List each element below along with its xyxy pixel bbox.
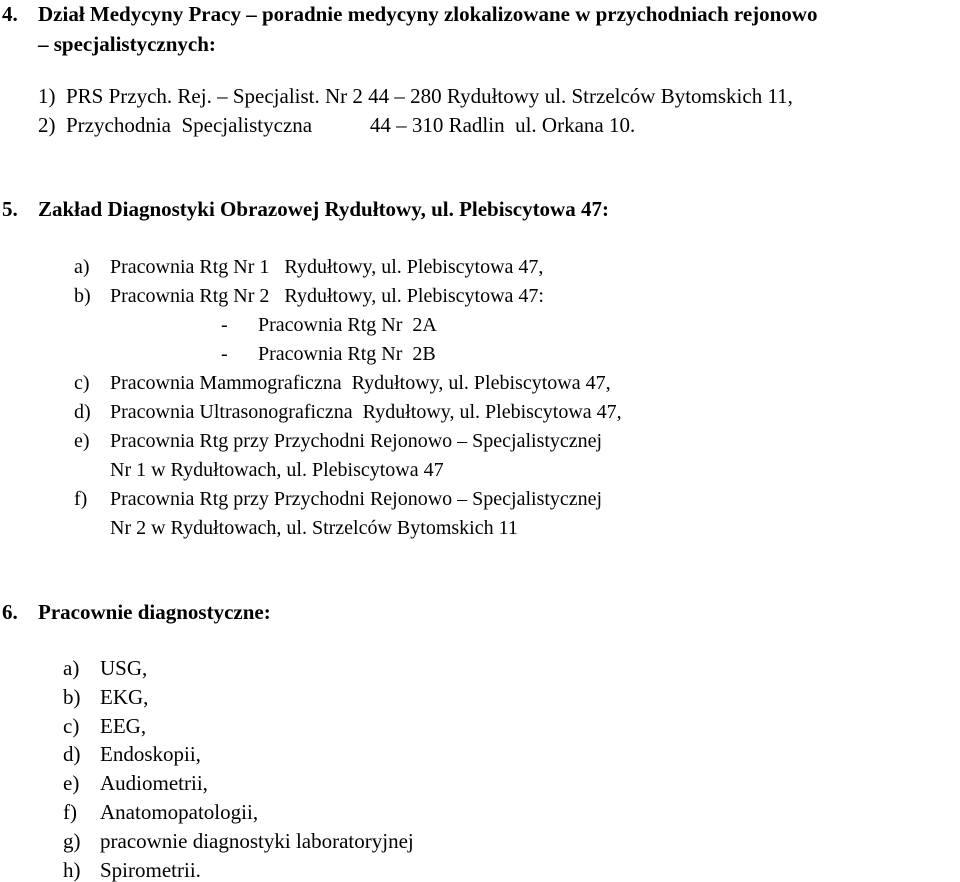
section5-item-c-marker: c) [74,372,90,394]
section5-item-e: Pracownia Rtg przy Przychodni Rejonowo – Specjalistycznej [110,430,603,452]
section6-item-b: EKG, [100,685,149,709]
section6-item-g-marker: g) [63,829,81,853]
section4-item-2-marker: 2) [38,113,56,137]
section5-item-f-marker: f) [74,488,88,510]
section5-item-b-sub-2: Pracownia Rtg Nr 2B [258,343,436,365]
section4-item-2: Przychodnia Specjalistyczna 44 – 310 Radlin ul. Orkana 10. [66,113,636,137]
section5-item-e-marker: e) [74,430,90,452]
section4-number: 4. [2,2,18,26]
section6-item-d: Endoskopii, [100,742,201,766]
section5-item-b-sub-1: Pracownia Rtg Nr 2A [258,314,437,336]
section4-heading-line1: Dział Medycyny Pracy – poradnie medycyny zlokalizowane w przychodniach rejonowo [38,2,818,26]
section5-item-f-cont: Nr 2 w Rydułtowach, ul. Strzelców Bytomskich 11 [110,517,518,539]
section5-item-b-marker: b) [74,285,91,307]
section5-item-b-sub-2-marker: - [221,343,228,365]
section5-item-d: Pracownia Ultrasonograficzna Rydułtowy, ul. Plebiscytowa 47, [110,401,622,423]
section6-item-e: Audiometrii, [100,771,208,795]
section6-item-f: Anatomopatologii, [100,800,259,824]
section6-item-g: pracownie diagnostyki laboratoryjnej [100,829,414,853]
section5-item-d-marker: d) [74,401,91,423]
section5-item-c: Pracownia Mammograficzna Rydułtowy, ul. Plebiscytowa 47, [110,372,611,394]
section6-item-f-marker: f) [63,800,77,824]
section6-item-h: Spirometrii. [100,858,201,882]
section6-item-h-marker: h) [63,858,81,882]
section5-item-a-marker: a) [74,256,90,278]
section5-item-f: Pracownia Rtg przy Przychodni Rejonowo – Specjalistycznej [110,488,603,510]
section6-item-e-marker: e) [63,771,80,795]
section5-item-e-cont: Nr 1 w Rydułtowach, ul. Plebiscytowa 47 [110,459,444,481]
section6-item-b-marker: b) [63,685,81,709]
section6-item-a: USG, [100,656,148,680]
section6-item-c-marker: c) [63,714,80,738]
section6-number: 6. [2,600,18,624]
section4-item-1: PRS Przych. Rej. – Specjalist. Nr 2 44 – 280 Rydułtowy ul. Strzelców Bytomskich 11, [66,84,793,108]
section4-heading-line2: – specjalistycznych: [38,32,216,56]
section4-item-1-marker: 1) [38,84,56,108]
section5-number: 5. [2,197,18,221]
section6-item-d-marker: d) [63,742,81,766]
section6-item-a-marker: a) [63,656,80,680]
section5-item-a: Pracownia Rtg Nr 1 Rydułtowy, ul. Plebiscytowa 47, [110,256,544,278]
section5-heading: Zakład Diagnostyki Obrazowej Rydułtowy, ul. Plebiscytowa 47: [38,197,609,221]
section5-item-b-sub-1-marker: - [221,314,228,336]
section6-item-c: EEG, [100,714,147,738]
section5-item-b: Pracownia Rtg Nr 2 Rydułtowy, ul. Plebiscytowa 47: [110,285,544,307]
section6-heading: Pracownie diagnostyczne: [38,600,271,624]
